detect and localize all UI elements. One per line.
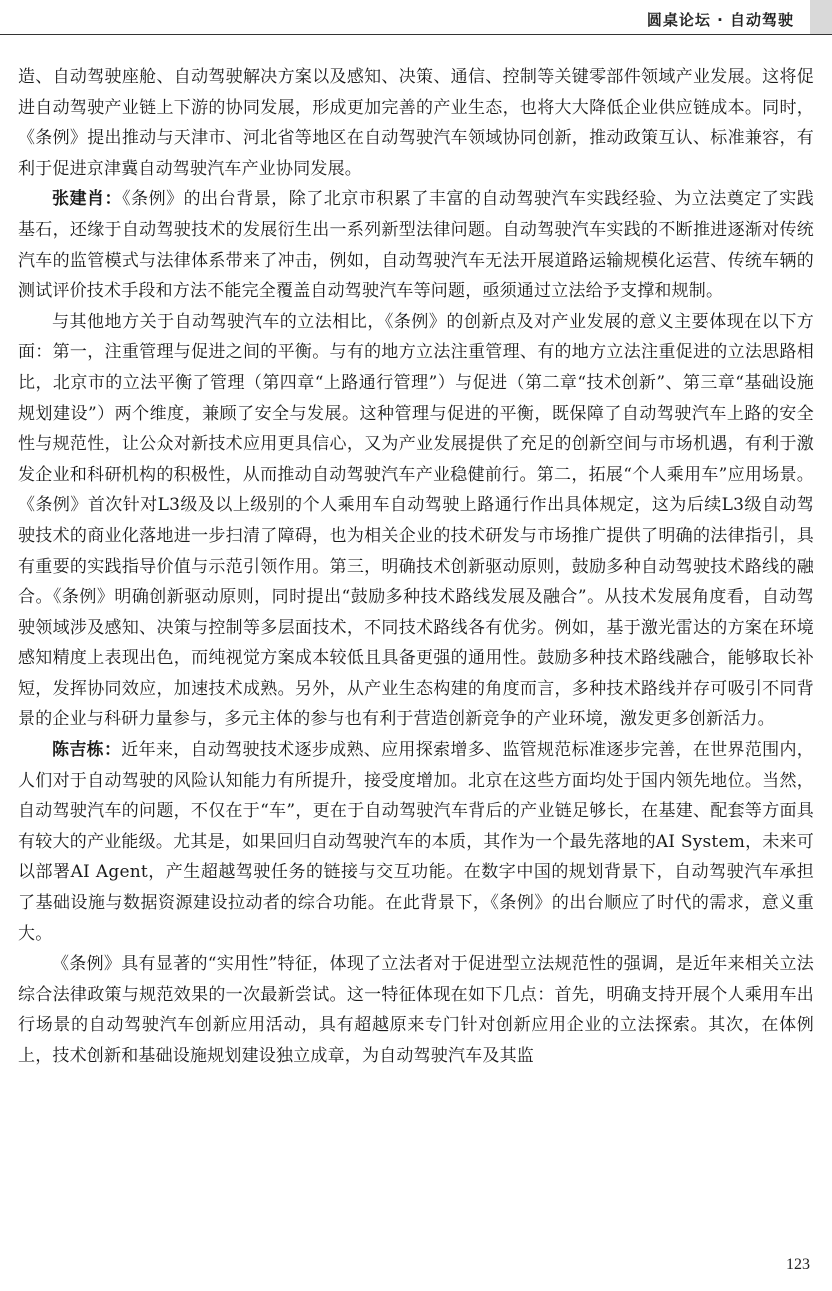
paragraph-text: 《条例》的出台背景，除了北京市积累了丰富的自动驾驶汽车实践经验、为立法奠定了实践基石，还缘于自动驾驶技术的发展衍生出一系列新型法律问题。自动驾驶汽车实践的不断推进逐渐对传统汽车的监管模式与法律体系带来了冲击，例如，自动驾驶汽车无法开展道路运输规模化运营、传统车辆的测试评价技术手段和方法不能完全覆盖自动驾驶汽车等问题，亟须通过立法给予支撑和规制。 [18, 189, 814, 302]
header-tab-marker [810, 0, 832, 34]
running-header-title: 圆桌论坛 · 自动驾驶 [646, 11, 794, 29]
paragraph-text: 与其他地方关于自动驾驶汽车的立法相比，《条例》的创新点及对产业发展的意义主要体现在以下方面：第一，注重管理与促进之间的平衡。与有的地方立法注重管理、有的地方立法注重促进的立法思路相比，北京市的立法平衡了管理（第四章“上路通行管理”）与促进（第二章“技术创新”、第三章“基础设施规划建设”）两个维度，兼顾了安全与发展。这种管理与促进的平衡，既保障了自动驾驶汽车上路的安全性与规范性，让公众对新技术应用更具信心，又为产业发展提供了充足的创新空间与市场机遇，有利于激发企业和科研机构的积极性，从而推动自动驾驶汽车产业稳健前行。第二，拓展“个人乘用车”应用场景。《条例》首次针对L3级及以上级别的个人乘用车自动驾驶上路通行作出具体规定，这为后续L3级自动驾驶技术的商业化落地进一步扫清了障碍，也为相关企业的技术研发与市场推广提供了明确的法律指引，具有重要的实践指导价值与示范引领作用。第三，明确技术创新驱动原则，鼓励多种自动驾驶技术路线的融合。《条例》明确创新驱动原则，同时提出“鼓励多种技术路线发展及融合”。从技术发展角度看，自动驾驶领域涉及感知、决策与控制等多层面技术，不同技术路线各有优劣。例如，基于激光雷达的方案在环境感知精度上表现出色，而纯视觉方案成本较低且具备更强的通用性。鼓励多种技术路线融合，能够取长补短，发挥协同效应，加速技术成熟。另外，从产业生态构建的角度而言，多种技术路线并存可吸引不同背景的企业与科研力量参与，多元主体的参与也有利于营造创新竞争的产业环境，激发更多创新活力。 [18, 311, 814, 730]
paragraph-chen-jidong [18, 735, 814, 949]
paragraph-text: 近年来，自动驾驶技术逐步成熟、应用探索增多、监管规范标准逐步完善，在世界范围内，人们对于自动驾驶的风险认知能力有所提升，接受度增加。北京在这些方面均处于国内领先地位。当然，自动驾驶汽车的问题，不仅在于“车”，更在于自动驾驶汽车背后的产业链足够长，在基建、配套等方面具有较大的产业能级。尤其是，如果回归自动驾驶汽车的本质，其作为一个最先落地的AI System，未来可以部署AI Agent，产生超越驾驶任务的链接与交互功能。在数字中国的规划背景下，自动驾驶汽车承担了基础设施与数据资源建设拉动者的综合功能。在此背景下，《条例》的出台顺应了时代的需求，意义重大。 [18, 740, 814, 944]
paragraph-continuation [18, 62, 814, 184]
article-body [18, 62, 814, 1072]
paragraph-innovation-points [18, 307, 814, 735]
paragraph-text: 造、自动驾驶座舱、自动驾驶解决方案以及感知、决策、通信、控制等关键零部件领域产业发展。这将促进自动驾驶产业链上下游的协同发展，形成更加完善的产业生态，也将大大降低企业供应链成本。同时，《条例》提出推动与天津市、河北省等地区在自动驾驶汽车领域协同创新，推动政策互认、标准兼容，有利于促进京津冀自动驾驶汽车产业协同发展。 [18, 67, 814, 179]
paragraph-practicality [18, 949, 814, 1071]
paragraph-zhang-jianxiao [18, 184, 814, 306]
paragraph-text: 《条例》具有显著的“实用性”特征，体现了立法者对于促进型立法规范性的强调，是近年来相关立法综合法律政策与规范效果的一次最新尝试。这一特征体现在如下几点：首先，明确支持开展个人乘用车出行场景的自动驾驶汽车创新应用活动，具有超越原来专门针对创新应用企业的立法探索。其次，在体例上，技术创新和基础设施规划建设独立成章，为自动驾驶汽车及其监 [18, 954, 814, 1066]
speaker-name: 张建肖： [52, 189, 123, 210]
page-number: 123 [786, 1256, 810, 1273]
speaker-name: 陈吉栋： [52, 740, 122, 761]
header-divider [0, 34, 832, 35]
